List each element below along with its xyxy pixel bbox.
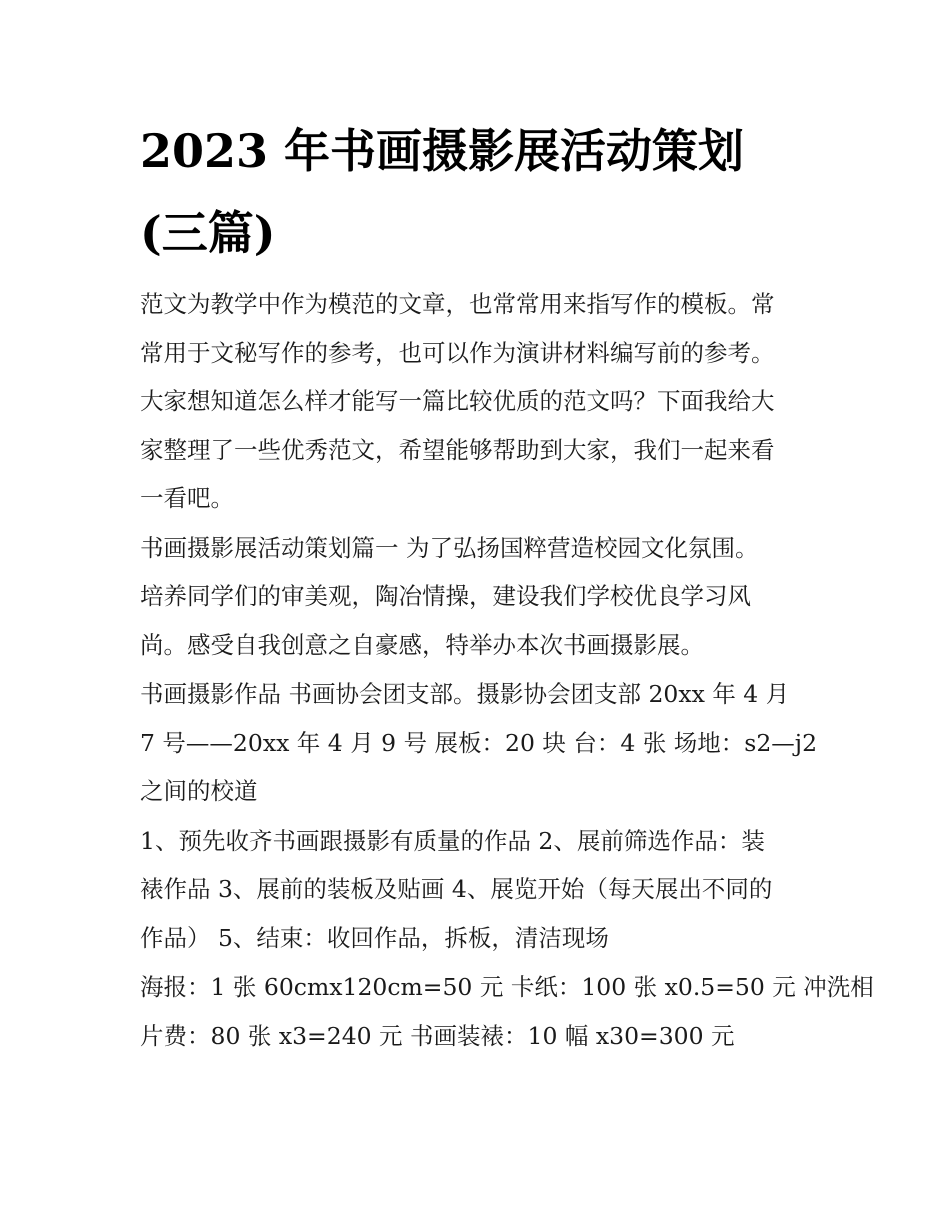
text-line: 书画摄影展活动策划篇一 为了弘扬国粹营造校园文化氛围。 [140, 533, 759, 562]
budget-paragraph [140, 963, 874, 1060]
text-line: 常用于文秘写作的参考，也可以作为演讲材料编写前的参考。 [140, 338, 775, 367]
text-line: 1、预先收齐书画跟摄影有质量的作品 2、展前筛选作品：装 [140, 826, 765, 855]
text-line: 作品） 5、结束：收回作品，拆板，清洁现场 [140, 923, 609, 952]
text-line: 家整理了一些优秀范文，希望能够帮助到大家，我们一起来看 [140, 435, 775, 464]
text-line: 片费：80 张 x3=240 元 书画装裱：10 幅 x30=300 元 [140, 1021, 735, 1050]
details-paragraph [140, 670, 820, 816]
section-one-paragraph [140, 524, 820, 670]
text-line: 一看吧。 [140, 484, 234, 512]
text-line: 大家想知道怎么样才能写一篇比较优质的范文吗？下面我给大 [140, 387, 775, 415]
document-title [140, 110, 820, 274]
text-line: 培养同学们的审美观，陶冶情操，建设我们学校优良学习风 [140, 582, 751, 610]
text-line: 7 号——20xx 年 4 月 9 号 展板：20 块 台：4 张 场地：s2—j2 [140, 728, 818, 757]
intro-paragraph [140, 280, 820, 523]
text-line: 裱作品 3、展前的装板及贴画 4、展览开始（每天展出不同的 [140, 875, 773, 903]
document-page [140, 110, 874, 1060]
text-line: 范文为教学中作为模范的文章，也常常用来指写作的模板。常 [140, 290, 775, 318]
title-line: (三篇) [140, 206, 276, 260]
title-line: 2023 年书画摄影展活动策划 [140, 124, 745, 178]
text-line: 尚。感受自我创意之自豪感，特举办本次书画摄影展。 [140, 630, 704, 659]
text-line: 书画摄影作品 书画协会团支部。摄影协会团支部 20xx 年 4 月 [140, 680, 790, 708]
text-line: 海报：1 张 60cmx120cm=50 元 卡纸：100 张 x0.5=50 元 冲洗相 [140, 973, 874, 1001]
text-line: 之间的校道 [140, 777, 258, 805]
steps-paragraph [140, 817, 820, 963]
